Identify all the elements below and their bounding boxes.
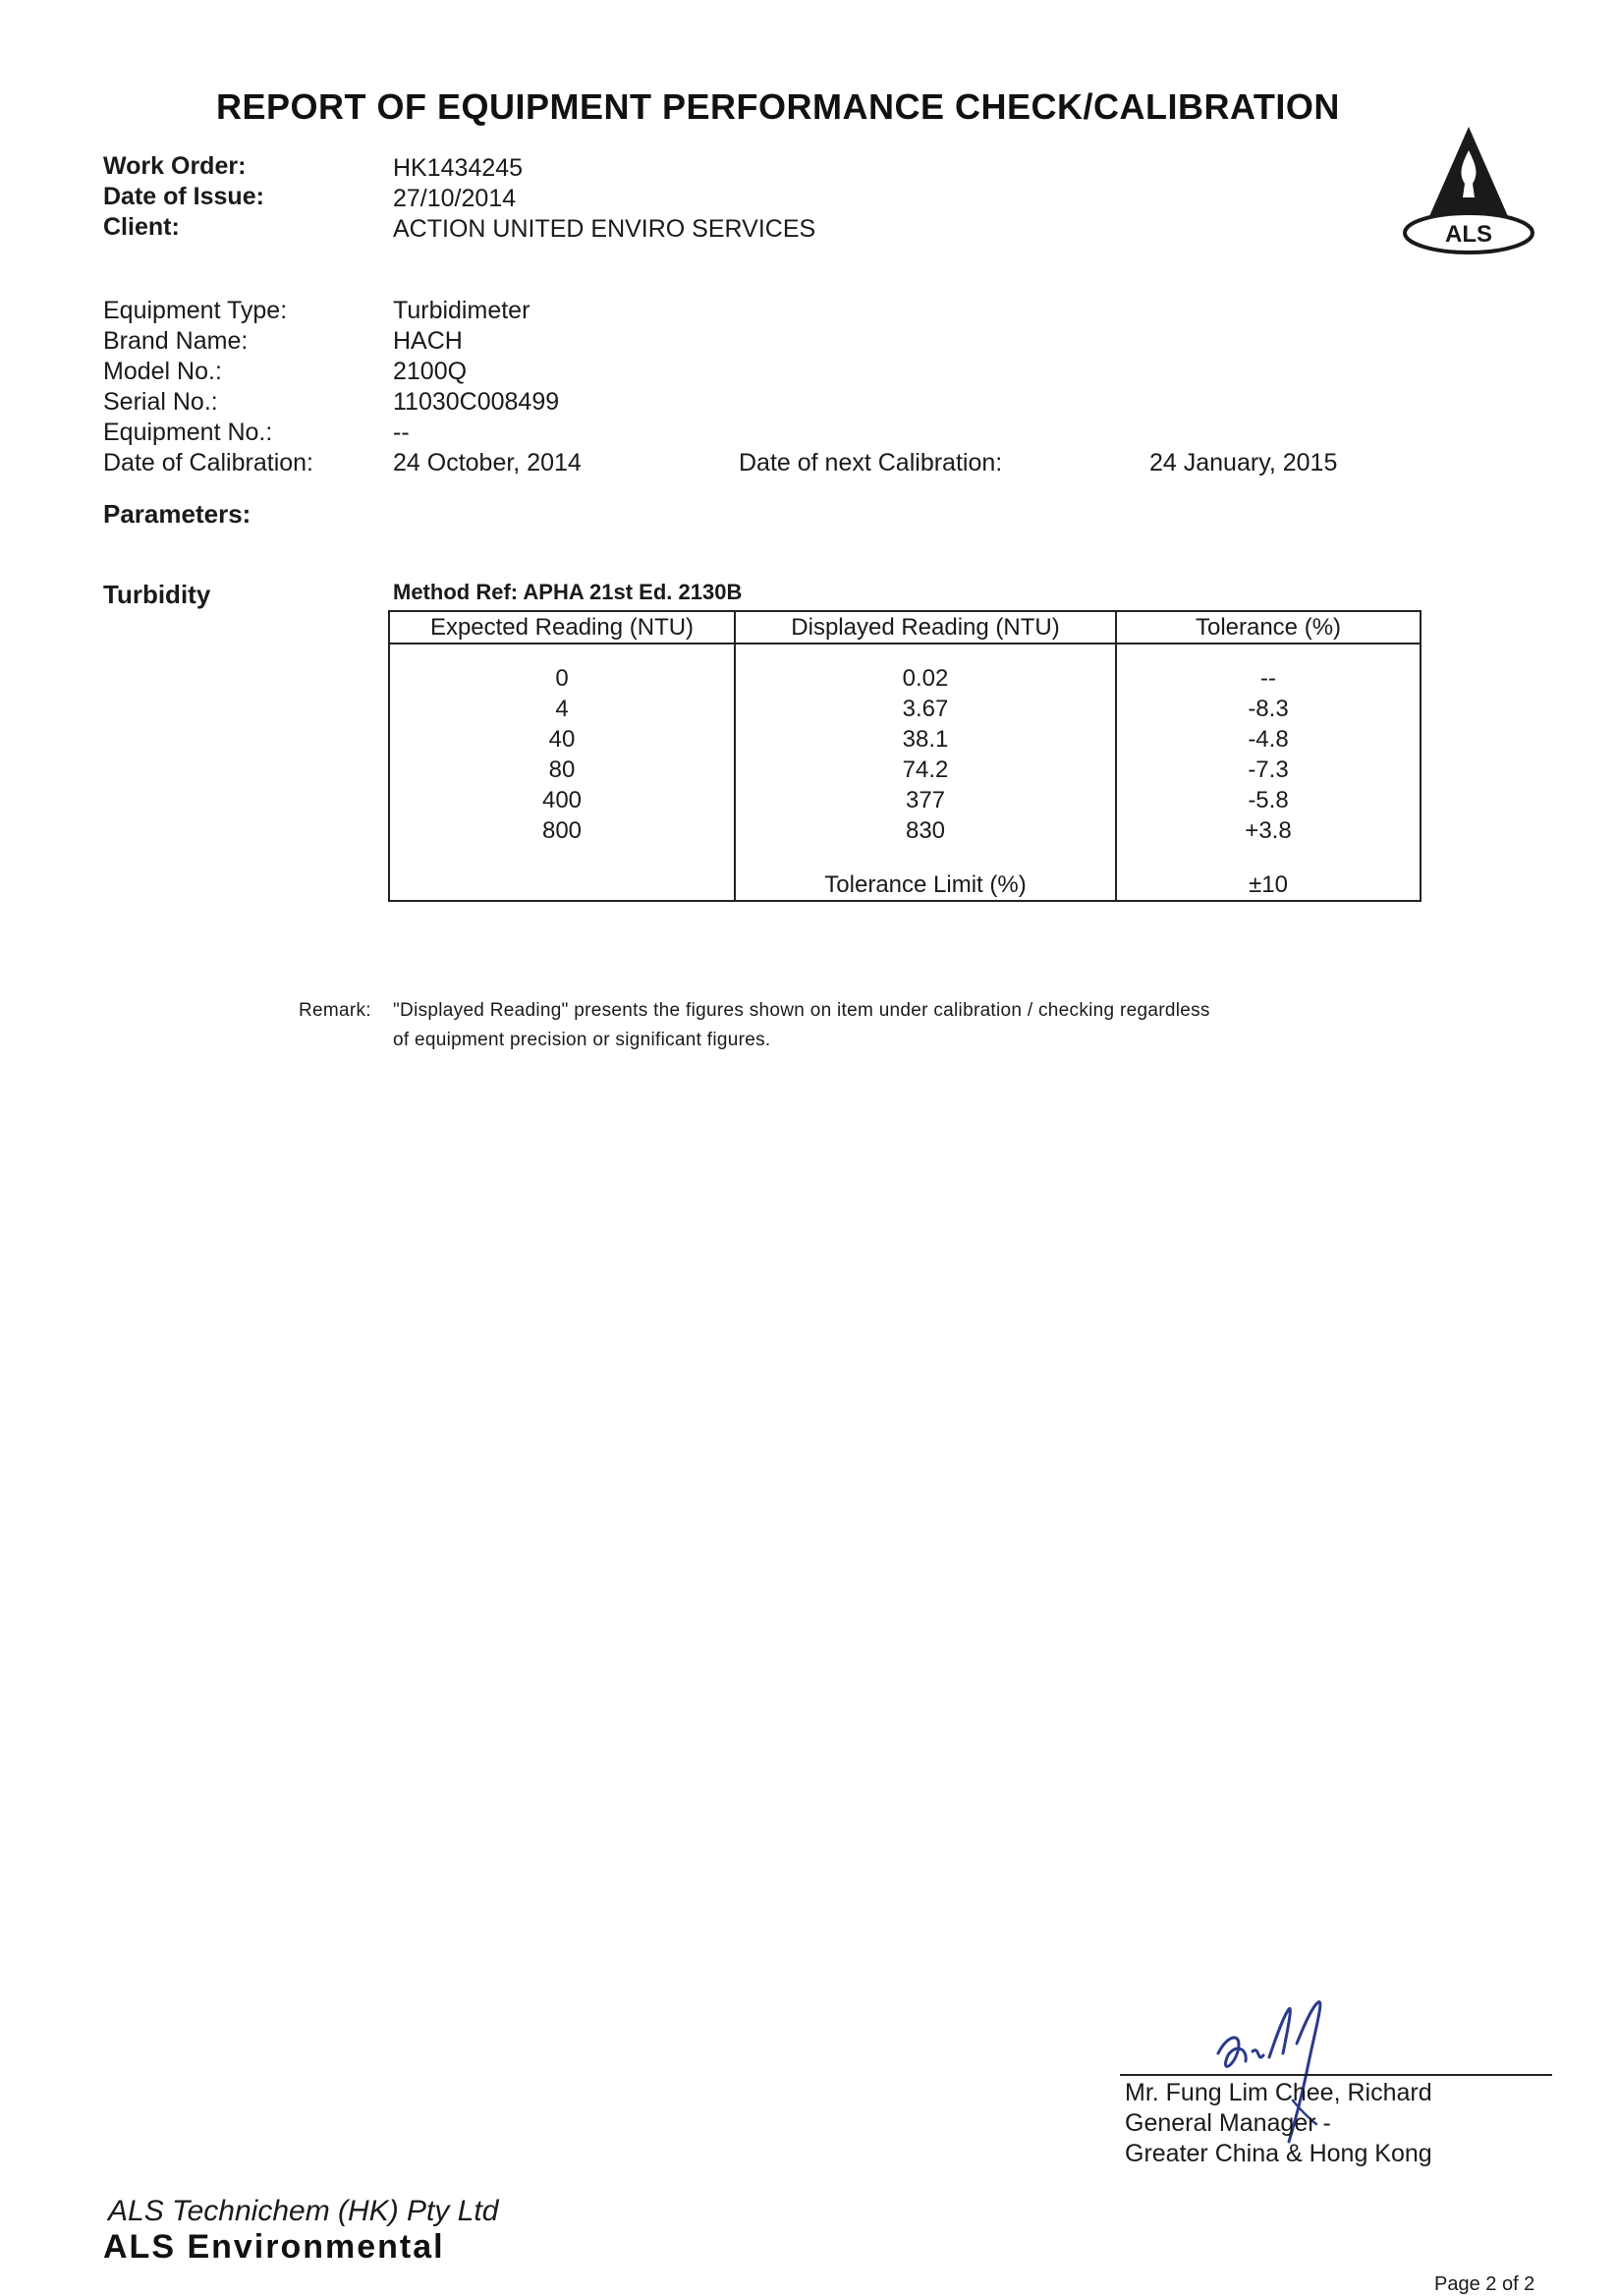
signatory-title: General Manager - (1125, 2109, 1331, 2137)
table-cell: 0.02 (902, 665, 949, 692)
displayed-readings-column (736, 663, 1115, 846)
serial-no-label: Serial No.: (103, 388, 218, 416)
next-calibration-label: Date of next Calibration: (739, 449, 1003, 476)
table-cell: 0 (555, 665, 569, 692)
expected-readings-column (390, 663, 734, 846)
brand-name-value: HACH (393, 327, 463, 355)
table-cell: -4.8 (1248, 726, 1289, 753)
table-cell: 74.2 (902, 756, 949, 783)
table-cell: +3.8 (1245, 817, 1292, 844)
model-no-value: 2100Q (393, 358, 468, 385)
column-header-expected: Expected Reading (NTU) (429, 614, 695, 641)
table-cell: 400 (541, 787, 583, 813)
table-cell: 80 (548, 756, 576, 783)
table-cell: 38.1 (902, 726, 949, 753)
signatory-region: Greater China & Hong Kong (1125, 2140, 1432, 2167)
report-title: REPORT OF EQUIPMENT PERFORMANCE CHECK/CALIBRATION (216, 86, 1340, 127)
work-order-label: Work Order: (103, 152, 247, 180)
equipment-type-value: Turbidimeter (393, 297, 530, 324)
model-no-label: Model No.: (103, 358, 222, 385)
als-logo-icon (1400, 123, 1537, 260)
date-of-issue-value: 27/10/2014 (393, 185, 517, 212)
table-cell: 3.67 (902, 696, 949, 722)
table-cell: 830 (905, 817, 946, 844)
serial-no-value: 11030C008499 (393, 388, 560, 416)
company-name: ALS Technichem (HK) Pty Ltd (108, 2195, 499, 2227)
turbidity-heading: Turbidity (103, 580, 211, 609)
remark-label: Remark: (299, 1000, 371, 1021)
work-order-value: HK1434245 (393, 154, 524, 182)
table-cell: 800 (541, 817, 583, 844)
table-cell: 4 (555, 696, 569, 722)
column-header-tolerance: Tolerance (%) (1195, 614, 1342, 641)
remark-line-1: "Displayed Reading" presents the figures shown on item under calibration / checking regardless (393, 1000, 1210, 1021)
table-cell: -7.3 (1248, 756, 1289, 783)
brand-name-label: Brand Name: (103, 327, 249, 355)
remark-line-2: of equipment precision or significant figures. (393, 1030, 771, 1050)
client-value: ACTION UNITED ENVIRO SERVICES (393, 215, 816, 243)
method-reference: Method Ref: APHA 21st Ed. 2130B (393, 580, 743, 604)
table-cell: -5.8 (1248, 787, 1289, 813)
client-label: Client: (103, 213, 180, 241)
calibration-date-label: Date of Calibration: (103, 449, 314, 476)
table-cell: 377 (905, 787, 946, 813)
table-cell: -8.3 (1248, 696, 1289, 722)
column-header-displayed: Displayed Reading (NTU) (791, 614, 1060, 641)
date-of-issue-label: Date of Issue: (103, 183, 264, 210)
svg-text:ALS: ALS (1445, 221, 1492, 248)
tolerance-limit-value: ±10 (1249, 871, 1288, 898)
page-number: Page 2 of 2 (1434, 2273, 1535, 2295)
equipment-no-value: -- (393, 419, 410, 446)
tolerance-column (1117, 663, 1420, 846)
next-calibration-value: 24 January, 2015 (1149, 449, 1338, 476)
equipment-type-label: Equipment Type: (103, 297, 288, 324)
signature-line (1120, 2074, 1552, 2076)
tolerance-limit-label: Tolerance Limit (%) (824, 871, 1027, 898)
signatory-name: Mr. Fung Lim Chee, Richard (1125, 2079, 1432, 2106)
table-cell: -- (1260, 665, 1276, 692)
table-cell: 40 (548, 726, 576, 753)
parameters-heading: Parameters: (103, 499, 251, 529)
calibration-date-value: 24 October, 2014 (393, 449, 582, 476)
als-environmental-logo: ALS Environmental (103, 2228, 445, 2266)
calibration-table (388, 610, 1422, 902)
equipment-no-label: Equipment No.: (103, 419, 273, 446)
